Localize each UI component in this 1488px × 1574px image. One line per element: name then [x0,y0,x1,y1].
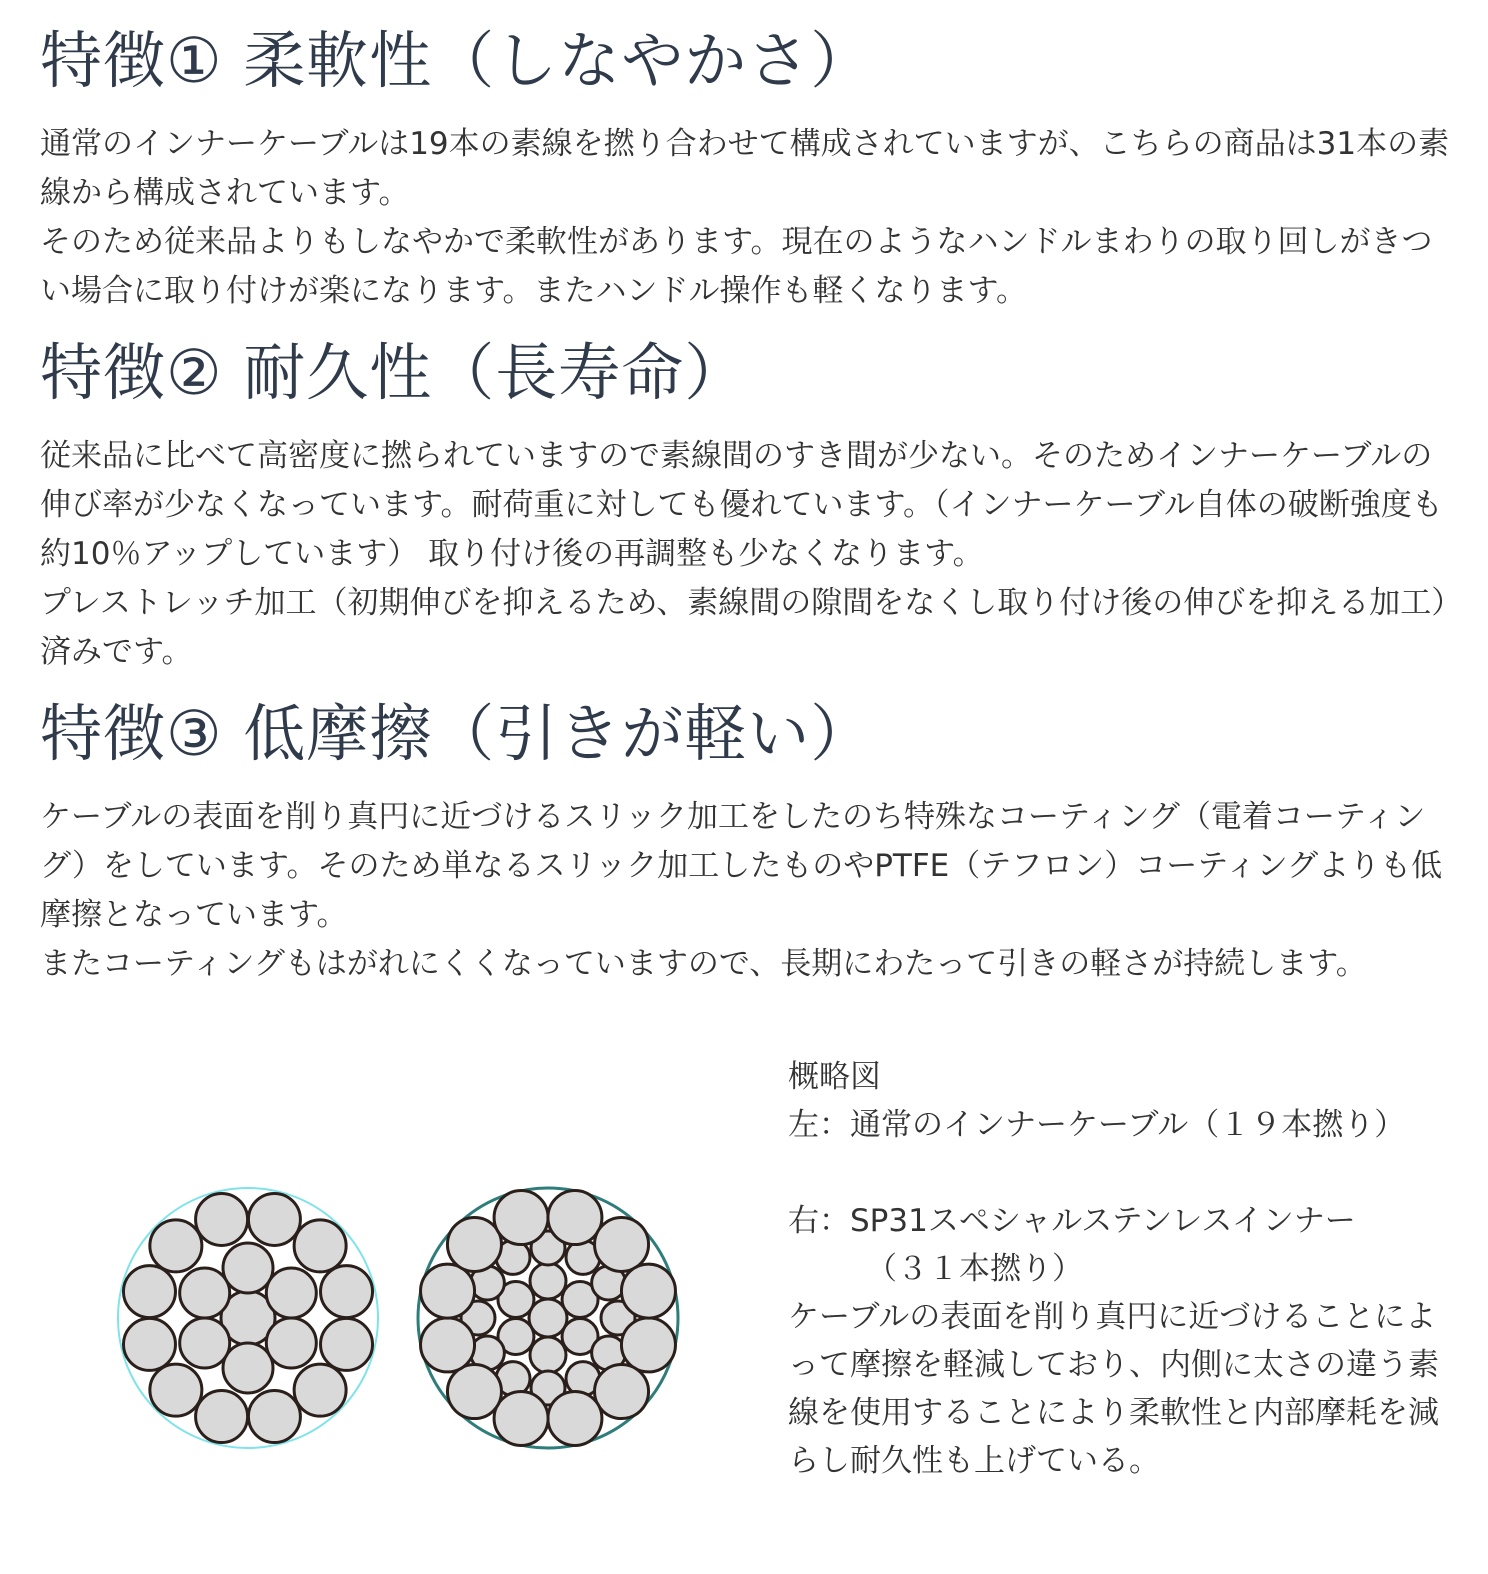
feature-2-paragraph-2: プレストレッチ加工（初期伸びを抑えるため、素線間の隙間をなくし取り付け後の伸びを抑える加工）済みです。 [40,585,1447,670]
outer-strand [321,1266,373,1318]
outer-strand [447,1365,501,1419]
feature-3-body [40,793,1450,989]
outer-strand [248,1193,300,1245]
cable-19-strand-icon [118,1188,378,1448]
outer-strand [196,1193,248,1245]
diagram-section [40,1053,1450,1533]
inner-strand [530,1263,566,1299]
caption-left-description: 左：通常のインナーケーブル（１９本撚り） [788,1107,1406,1143]
inner-strand [530,1337,566,1373]
outer-strand [621,1318,675,1372]
feature-3-title: 特徴③ 低摩擦（引きが軽い） [40,697,874,770]
inner-strand [266,1268,316,1318]
outer-strand [447,1217,501,1271]
outer-strand [595,1365,649,1419]
caption-heading: 概略図 [788,1059,881,1095]
outer-strand [150,1364,202,1416]
diagram-caption [788,1053,1448,1485]
outer-strand [294,1364,346,1416]
feature-1-body [40,120,1450,316]
feature-3-paragraph-1: ケーブルの表面を削り真円に近づけるスリック加工をしたのち特殊なコーティング（電着コーティング）をしています。そのため単なるスリック加工したものやPTFE（テフロン）コーティングよりも低摩擦となっています。 [40,799,1443,933]
inner-strand [223,1343,273,1393]
outer-strand [123,1318,175,1370]
outer-strand [494,1191,548,1245]
inner-strand [266,1318,316,1368]
feature-2-body [40,432,1450,677]
caption-right-strand-count: （３１本撚り） [866,1251,1083,1287]
outer-strand [548,1391,602,1445]
outer-strand [421,1318,475,1372]
cable-cross-section-diagram [110,1178,690,1458]
inner-strand [223,1243,273,1293]
caption-right-description: 右：SP31スペシャルステンレスインナー [788,1203,1356,1239]
feature-3 [40,691,1450,989]
feature-1 [40,18,1450,316]
feature-1-paragraph-1: 通常のインナーケーブルは19本の素線を撚り合わせて構成されていますが、こちらの商品は31本の素線から構成されています。 [40,126,1450,211]
outer-strand [321,1318,373,1370]
outer-strand [421,1264,475,1318]
outer-strand [248,1391,300,1443]
inner-strand [180,1318,230,1368]
feature-2-title: 特徴② 耐久性（長寿命） [40,336,748,409]
outer-strand [621,1264,675,1318]
outer-strand [595,1217,649,1271]
outer-strand [150,1220,202,1272]
inner-strand [180,1268,230,1318]
outer-strand [548,1191,602,1245]
outer-strand [494,1391,548,1445]
feature-2 [40,330,1450,677]
feature-3-paragraph-2: またコーティングもはがれにくくなっていますので、長期にわたって引きの軽さが持続します。 [40,946,1367,982]
outer-strand [294,1220,346,1272]
feature-1-title: 特徴① 柔軟性（しなやかさ） [40,24,874,97]
outer-strand [123,1266,175,1318]
caption-spacer [788,1149,1448,1197]
feature-2-paragraph-1: 従来品に比べて高密度に撚られていますので素線間のすき間が少ない。そのためインナーケーブルの伸び率が少なくなっています。耐荷重に対しても優れています。（インナーケーブル自体の破断強度も約10％アップしています） 取り付け後の再調整も少なくなります。 [40,438,1443,572]
outer-strand [196,1391,248,1443]
caption-detail-text: ケーブルの表面を削り真円に近づけることによって摩擦を軽減しており、内側に太さの違う素線を使用することにより柔軟性と内部摩耗を減らし耐久性も上げている。 [788,1299,1439,1479]
page-content [40,18,1450,1479]
feature-1-paragraph-2: そのため従来品よりもしなやかで柔軟性があります。現在のようなハンドルまわりの取り回しがきつい場合に取り付けが楽になります。またハンドル操作も軽くなります。 [40,224,1433,309]
cable-31-strand-icon [418,1188,678,1448]
